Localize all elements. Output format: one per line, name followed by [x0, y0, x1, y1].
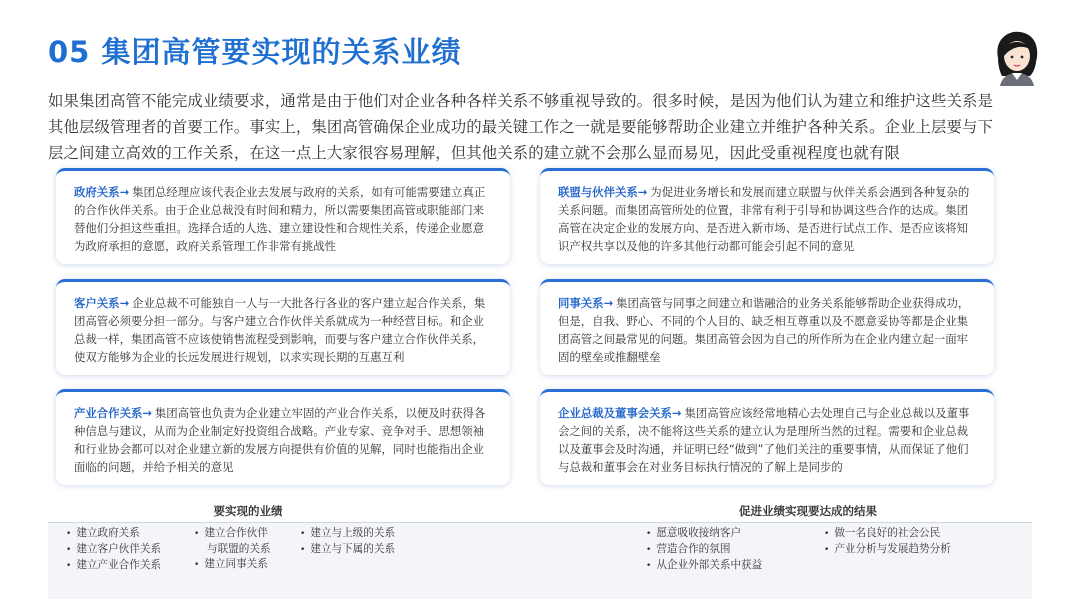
list-item: • 建立与下属的关系 — [300, 542, 395, 558]
list-item: • 建立与上级的关系 — [300, 526, 395, 542]
card-text: 为促进业务增长和发展而建立联盟与伙伴关系会遇到各种复杂的关系问题。而集团高管所处的位置，非常有利于引导和协调这些合作的达成。集团高管在决定企业的发展方向、是否进入新市场、是否进行试点工作、是否应该将知识产权共享以及他的许多其他行动都可能会引起不同的意见 — [558, 185, 970, 253]
arrow-right-icon: → — [603, 296, 614, 310]
card-heading: 产业合作关系 — [74, 406, 143, 420]
arrow-right-icon: → — [119, 296, 130, 310]
page-title: 05 集团高管要实现的关系业绩 — [48, 35, 462, 69]
list-item: • 产业分析与发展趋势分析 — [824, 542, 951, 558]
list-item-line2: 与联盟的关系 — [207, 543, 271, 555]
intro-paragraph: 如果集团高管不能完成业绩要求，通常是由于他们对企业各种各样关系不够重视导致的。很多时候，是因为他们认为建立和维护这些关系是其他层级管理者的首要工作。事实上，集团高管确保企业成功的最关键工作之一就是要能够帮助企业建立并维护各种关系。企业上层要与下层之间建立高效的工作关系，在这一点上大家很容易理解，但其他关系的建立就不会那么显而易见，因此受重视程度也就有限 — [48, 92, 993, 162]
card-text: 集团高管应该经常地精心去处理自己与企业总裁以及董事会之间的关系，决不能将这些关系的建立认为是理所当然的过程。需要和企业总裁以及董事会及时沟通，并证明已经“做到”了他们关注的重要事情，从而保证了他们与总裁和董事会在对业务目标执行情况的了解上是同步的 — [558, 406, 970, 474]
card-alliance-partner-relations — [540, 168, 994, 264]
card-text: 集团高管也负责为企业建立牢固的产业合作关系，以便及时获得各种信息与建议，从而为企业制定好投资组合战略。产业专家、竞争对手、思想领袖和行业协会都可以对企业建立新的发展方向提供有价值的见解，同时也能指出企业面临的问题，并给予相关的意见 — [74, 406, 486, 474]
arrow-right-icon: → — [142, 406, 152, 420]
list-item: • 从企业外部关系中获益 — [646, 558, 762, 574]
list-results-col1 — [646, 526, 762, 574]
list-item: • 营造合作的氛围 — [646, 542, 762, 558]
card-text: 企业总裁不可能独自一人与一大批各行各业的客户建立起合作关系，集团高管必须要分担一部分。与客户建立合作伙伴关系就成为一种经营目标。和企业总裁一样，集团高管不应该使销售流程受到影响，而要与客户建立合作伙伴关系，使双方能够为企业的长远发展进行规划，以求实现长期的互惠互利 — [74, 296, 486, 364]
card-industry-cooperation — [56, 389, 510, 485]
summary-table — [48, 501, 1032, 601]
list-item: • 建立同事关系 — [194, 557, 271, 573]
list-item: • 建立客户伙伴关系 — [66, 542, 161, 558]
list-results-col2 — [824, 526, 951, 558]
card-heading: 客户关系 — [74, 296, 120, 310]
list-item-line1: 建立合作伙伴 — [204, 527, 268, 539]
list-item: • 愿意吸收接纳客户 — [646, 526, 762, 542]
woman-avatar-icon — [990, 28, 1042, 86]
list-item — [194, 526, 271, 557]
list-performance-col3 — [300, 526, 395, 558]
card-text: 集团总经理应该代表企业去发展与政府的关系，如有可能需要建立真正的合作伙伴关系。由于企业总裁没有时间和精力，所以需要集团高管或职能部门来替他们分担这些重担。选择合适的人选、建立建设性和合规性关系，传递企业愿意为政府承担的意愿，政府关系管理工作非常有挑战性 — [74, 185, 486, 253]
list-performance-col1 — [66, 526, 161, 574]
list-item: • 建立政府关系 — [66, 526, 161, 542]
arrow-right-icon: → — [119, 185, 130, 199]
list-item: • 建立产业合作关系 — [66, 558, 161, 574]
card-text: 集团高管与同事之间建立和谐融洽的业务关系能够帮助企业获得成功，但是，自我、野心、不同的个人目的、缺乏相互尊重以及不愿意妥协等都是企业集团高管之间最常见的问题。集团高管会因为自己的所作所为在企业内建立起一面牢固的壁垒或推翻壁垒 — [558, 296, 970, 364]
arrow-right-icon: → — [671, 406, 682, 420]
card-president-board-relations — [540, 389, 994, 485]
card-heading: 联盟与伙伴关系 — [558, 185, 638, 199]
card-heading: 政府关系 — [74, 185, 120, 199]
card-heading: 同事关系 — [558, 296, 604, 310]
table-header-performance: 要实现的业绩 — [213, 504, 283, 518]
table-header-results: 促进业绩实现要达成的结果 — [739, 504, 877, 518]
list-performance-col2 — [194, 526, 271, 573]
card-heading: 企业总裁及董事会关系 — [558, 406, 672, 420]
card-government-relations — [56, 168, 510, 264]
card-colleague-relations — [540, 279, 994, 375]
list-item: • 做一名良好的社会公民 — [824, 526, 951, 542]
card-customer-relations — [56, 279, 510, 375]
arrow-right-icon: → — [637, 185, 648, 199]
